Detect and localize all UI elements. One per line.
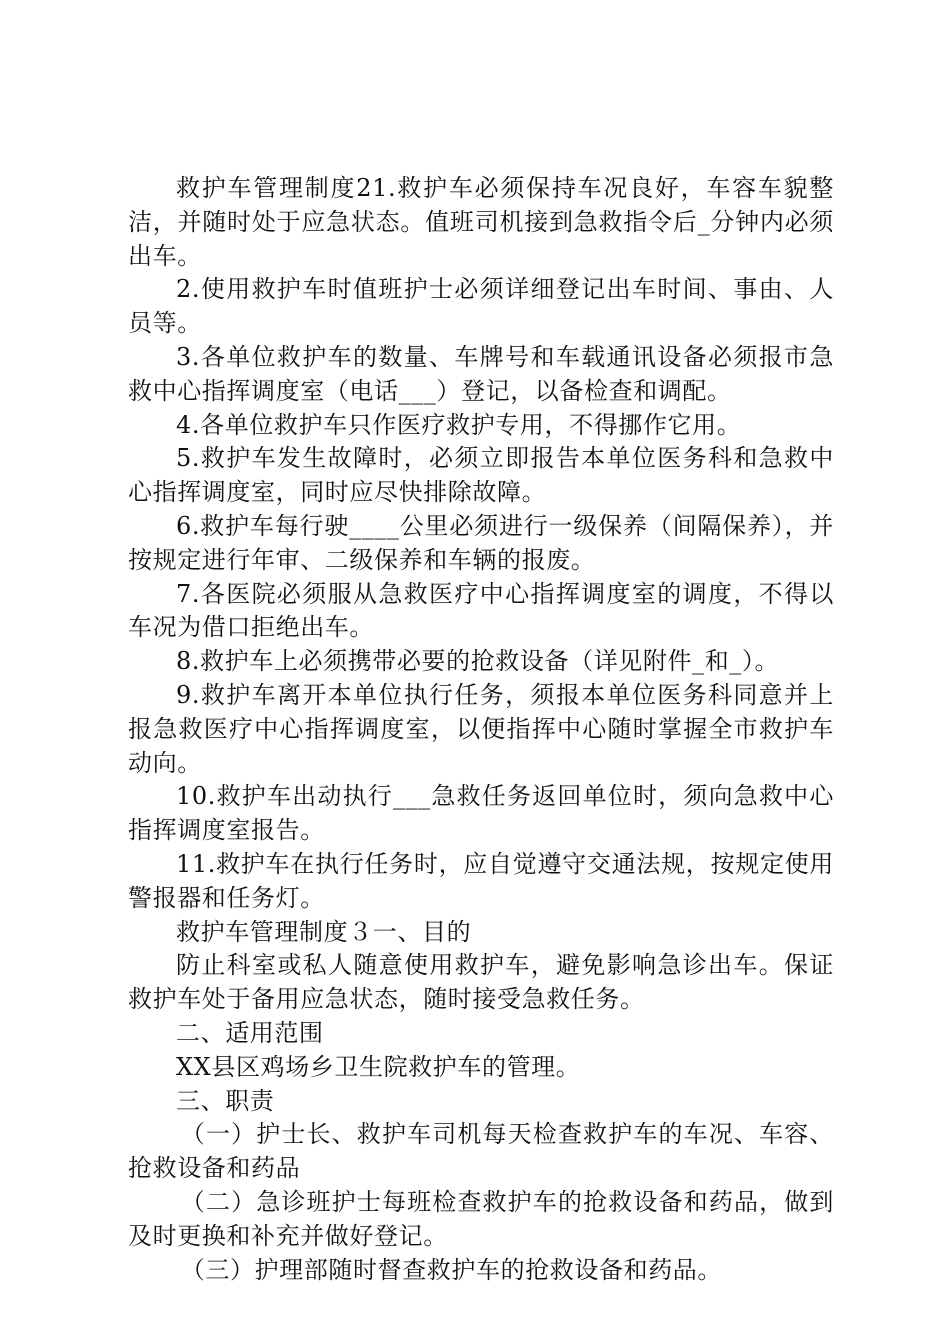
paragraph-rule-8: 8.救护车上必须携带必要的抢救设备（详见附件_和_）。 — [176, 647, 780, 676]
paragraph-purpose: 防止科室或私人随意使用救护车，避免影响急诊出车。保证救护车处于备用应急状态，随时接受急救任务。 — [128, 951, 834, 1014]
section-heading-duties: 三、职责 — [176, 1086, 275, 1115]
paragraph-title-rule-1: 救护车管理制度21.救护车必须保持车况良好，车容车貌整洁，并随时处于应急状态。值班司机接到急救指令后_分钟内必须出车。 — [128, 174, 834, 270]
paragraph-rule-7: 7.各医院必须服从急救医疗中心指挥调度室的调度，不得以车况为借口拒绝出车。 — [128, 579, 834, 642]
section-heading-scope: 二、适用范围 — [176, 1018, 324, 1047]
paragraph-duty-3: （三）护理部随时督查救护车的抢救设备和药品。 — [180, 1255, 722, 1284]
paragraph-rule-3: 3.各单位救护车的数量、车牌号和车载通讯设备必须报市急救中心指挥调度室（电话___）登记，以备检查和调配。 — [128, 342, 834, 405]
paragraph-rule-4: 4.各单位救护车只作医疗救护专用，不得挪作它用。 — [176, 410, 742, 439]
section-heading-purpose: 救护车管理制度３一、目的 — [176, 917, 472, 946]
paragraph-duty-2: （二）急诊班护士每班检查救护车的抢救设备和药品，做到及时更换和补充并做好登记。 — [128, 1187, 834, 1250]
paragraph-rule-10: 10.救护车出动执行___急救任务返回单位时，须向急救中心指挥调度室报告。 — [128, 782, 834, 845]
document-body — [128, 172, 834, 1287]
paragraph-rule-5: 5.救护车发生故障时，必须立即报告本单位医务科和急救中心指挥调度室，同时应尽快排除故障。 — [128, 444, 834, 507]
paragraph-rule-11: 11.救护车在执行任务时，应自觉遵守交通法规，按规定使用警报器和任务灯。 — [128, 849, 834, 912]
paragraph-duty-1: （一）护士长、救护车司机每天检查救护车的车况、车容、抢救设备和药品 — [128, 1120, 834, 1183]
paragraph-scope: XX县区鸡场乡卫生院救护车的管理。 — [176, 1052, 581, 1081]
paragraph-rule-6: 6.救护车每行驶____公里必须进行一级保养（间隔保养），并按规定进行年审、二级保养和车辆的报废。 — [128, 511, 834, 574]
paragraph-rule-9: 9.救护车离开本单位执行任务，须报本单位医务科同意并上报急救医疗中心指挥调度室，以便指挥中心随时掌握全市救护车动向。 — [128, 680, 834, 777]
paragraph-rule-2: 2.使用救护车时值班护士必须详细登记出车时间、事由、人员等。 — [128, 275, 834, 338]
